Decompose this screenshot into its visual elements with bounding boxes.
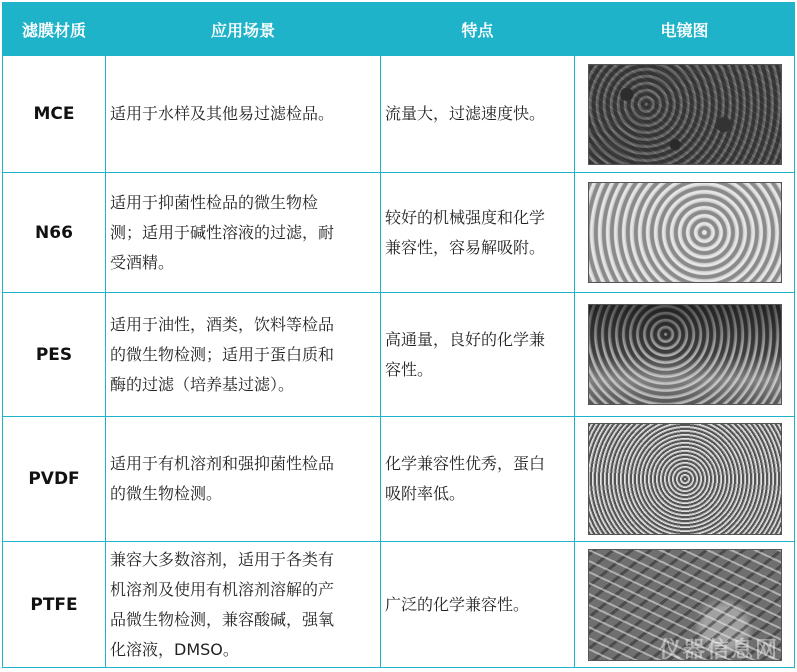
material-name: PVDF bbox=[3, 417, 106, 542]
features-line: 较好的机械强度和化学 bbox=[385, 207, 546, 227]
features-cell bbox=[381, 173, 575, 293]
application-line: 的微生物检测；适用于蛋白质和 bbox=[110, 344, 335, 364]
table-row-pvdf bbox=[3, 417, 795, 542]
application-line: 化溶液，DMSO。 bbox=[110, 639, 239, 659]
material-name: N66 bbox=[3, 173, 106, 293]
application-line: 适用于抑菌性检品的微生物检 bbox=[110, 192, 319, 212]
sem-image-pes bbox=[588, 304, 782, 405]
application-cell bbox=[106, 293, 381, 417]
features-cell bbox=[381, 417, 575, 542]
features-line: 兼容性，容易解吸附。 bbox=[385, 237, 546, 257]
header-application: 应用场景 bbox=[106, 3, 381, 56]
features-line: 吸附率低。 bbox=[385, 484, 466, 503]
features-line: 高通量，良好的化学兼 bbox=[385, 329, 546, 349]
application-line: 适用于有机溶剂和强抑菌性检品 bbox=[110, 454, 335, 473]
sem-image-ptfe bbox=[588, 549, 782, 661]
membrane-comparison-table bbox=[2, 2, 795, 668]
application-line: 机溶剂及使用有机溶剂溶解的产 bbox=[110, 579, 335, 599]
sem-image-pvdf bbox=[588, 423, 782, 535]
features-cell bbox=[381, 56, 575, 173]
material-name: MCE bbox=[3, 56, 106, 173]
sem-cell bbox=[575, 417, 795, 542]
features-cell bbox=[381, 542, 575, 668]
features-line: 化学兼容性优秀，蛋白 bbox=[385, 454, 546, 473]
application-cell bbox=[106, 173, 381, 293]
application-line: 品微生物检测，兼容酸碱，强氧 bbox=[110, 609, 335, 629]
application-cell bbox=[106, 56, 381, 173]
features-line: 流量大，过滤速度快。 bbox=[385, 104, 546, 123]
application-line: 兼容大多数溶剂，适用于各类有 bbox=[110, 549, 335, 569]
watermark-logo: 仪器信息网 bbox=[658, 638, 779, 663]
material-name: PTFE bbox=[3, 542, 106, 668]
table-row-pes bbox=[3, 293, 795, 417]
sem-cell bbox=[575, 542, 795, 668]
features-cell bbox=[381, 293, 575, 417]
sem-cell bbox=[575, 56, 795, 173]
header-row bbox=[3, 3, 795, 56]
application-line: 受酒精。 bbox=[110, 252, 175, 272]
application-line: 测；适用于碱性溶液的过滤，耐 bbox=[110, 222, 335, 242]
application-line: 适用于油性，酒类，饮料等检品 bbox=[110, 314, 335, 334]
table-row-n66 bbox=[3, 173, 795, 293]
application-line: 的微生物检测。 bbox=[110, 484, 223, 503]
application-line: 酶的过滤（培养基过滤）。 bbox=[110, 374, 295, 394]
sem-image-mce bbox=[588, 64, 782, 165]
material-name: PES bbox=[3, 293, 106, 417]
table-row-ptfe bbox=[3, 542, 795, 668]
sem-cell bbox=[575, 293, 795, 417]
table-row-mce bbox=[3, 56, 795, 173]
sem-cell bbox=[575, 173, 795, 293]
application-line: 适用于水样及其他易过滤检品。 bbox=[110, 104, 335, 123]
features-line: 容性。 bbox=[385, 359, 434, 379]
application-cell bbox=[106, 417, 381, 542]
header-sem: 电镜图 bbox=[575, 3, 795, 56]
features-line: 广泛的化学兼容性。 bbox=[385, 594, 530, 614]
header-features: 特点 bbox=[381, 3, 575, 56]
application-cell bbox=[106, 542, 381, 668]
header-material: 滤膜材质 bbox=[3, 3, 106, 56]
sem-image-n66 bbox=[588, 182, 782, 283]
